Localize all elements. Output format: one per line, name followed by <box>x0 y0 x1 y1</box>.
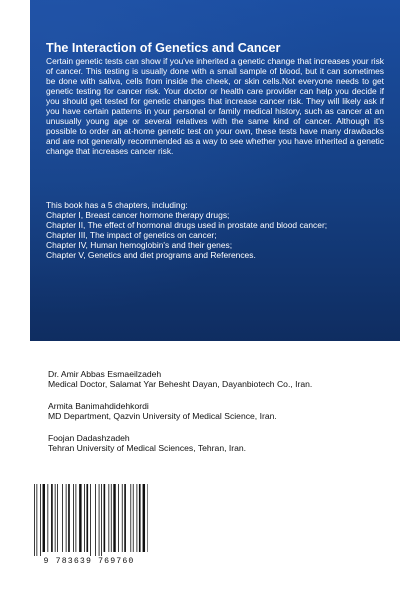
barcode-bar <box>147 484 148 552</box>
chapter-item: Chapter III, The impact of genetics on cancer; <box>46 230 217 241</box>
barcode-bar <box>124 484 126 552</box>
chapters-intro: This book has a 5 chapters, including: <box>46 200 188 210</box>
blue-summary-panel <box>30 0 400 341</box>
author-affiliation: Tehran University of Medical Sciences, Tehran, Iran. <box>48 443 247 453</box>
author-affiliation: Medical Doctor, Salamat Yar Behesht Dayan, Dayanbiotech Co., Iran. <box>48 379 313 389</box>
barcode-bar <box>122 484 123 552</box>
barcode-bar <box>133 484 134 552</box>
barcode-bar <box>95 484 96 556</box>
barcode-bar <box>84 484 85 552</box>
author-name: Foojan Dadashzadeh <box>48 433 130 443</box>
barcode-bar <box>51 484 53 552</box>
barcode-bar <box>40 484 41 556</box>
barcode-bar <box>55 484 56 552</box>
barcode-bar <box>34 484 35 556</box>
chapter-list <box>46 210 384 260</box>
author-list <box>48 369 378 465</box>
description-paragraph: Certain genetic tests can show if you've inherited a genetic change that increases your risk of cancer. This testing is usually done with a small sample of blood, but it can sometimes be done with saliva, cells from inside the cheek, or skin cells.Not everyone needs to get genetic testing for cancer risk. Your doctor or health care provider can help you decide if you should get tested for genetic changes that increase cancer risk. They will likely ask if you have certain patterns in your personal or family medical history, such as cancer at an unusually young age or several relatives with the same kind of cancer. Although it's possible to order an at-home genetic test on your own, these tests have many drawbacks and are not generally recommended as a way to see whether you have inherited a genetic change that increases cancer risk. <box>46 56 384 157</box>
barcode-bar <box>86 484 88 552</box>
isbn-barcode <box>30 484 148 570</box>
author-entry <box>48 401 378 421</box>
author-entry <box>48 433 378 453</box>
barcode-number: 9 783639 769760 <box>43 557 135 566</box>
barcode-bar <box>68 484 70 552</box>
author-affiliation: MD Department, Qazvin University of Medical Science, Iran. <box>48 411 277 421</box>
chapter-item: Chapter V, Genetics and diet programs and References. <box>46 250 256 261</box>
chapter-item: Chapter II, The effect of hormonal drugs used in prostate and blood cancer; <box>46 220 328 231</box>
author-name: Armita Banimahdidehkordi <box>48 401 149 411</box>
barcode-bar <box>73 484 74 552</box>
barcode-bar <box>118 484 119 552</box>
barcode-bar <box>75 484 76 552</box>
barcode-bars <box>30 484 148 560</box>
barcode-bar <box>108 484 109 552</box>
barcode-bar <box>79 484 81 552</box>
barcode-bar <box>130 484 131 552</box>
chapter-item: Chapter I, Breast cancer hormone therapy drugs; <box>46 210 230 221</box>
barcode-bar <box>104 484 106 552</box>
barcode-bar <box>136 484 137 552</box>
author-name: Dr. Amir Abbas Esmaeilzadeh <box>48 369 162 379</box>
barcode-bar <box>43 484 45 552</box>
barcode-bar <box>90 484 91 556</box>
chapter-item: Chapter IV, Human hemoglobin's and their genes; <box>46 240 233 251</box>
barcode-bar <box>139 484 141 552</box>
barcode-bar <box>101 484 102 556</box>
barcode-bar <box>62 484 63 552</box>
barcode-bar <box>113 484 115 552</box>
author-entry <box>48 369 378 389</box>
barcode-bar <box>99 484 100 556</box>
book-title: The Interaction of Genetics and Cancer <box>46 41 281 56</box>
barcode-bar <box>36 484 37 556</box>
barcode-bar <box>57 484 58 552</box>
barcode-bar <box>111 484 112 552</box>
book-description <box>46 56 384 156</box>
barcode-bar <box>66 484 67 552</box>
chapter-summary <box>46 200 384 260</box>
barcode-bar <box>47 484 48 552</box>
barcode-bar <box>143 484 145 552</box>
